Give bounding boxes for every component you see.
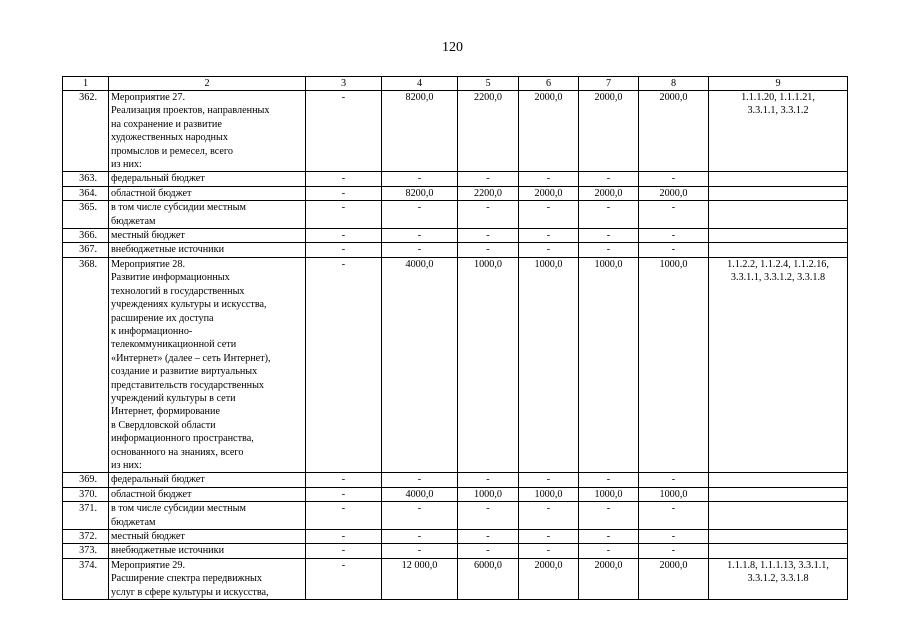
row-number-cell: 366. <box>63 229 109 243</box>
col3-cell: - <box>306 257 382 473</box>
row-number-cell: 364. <box>63 186 109 200</box>
total-cell: - <box>382 229 458 243</box>
description-cell: внебюджетные источники <box>109 243 306 257</box>
header-cell: 3 <box>306 77 382 91</box>
year-cell: 1000,0 <box>519 257 579 473</box>
year-cell: - <box>639 544 709 558</box>
total-cell: 4000,0 <box>382 487 458 501</box>
table-row <box>63 91 848 172</box>
year-cell: 1000,0 <box>458 257 519 473</box>
year-cell: - <box>579 243 639 257</box>
col3-cell: - <box>306 544 382 558</box>
year-cell: - <box>639 502 709 530</box>
year-cell: 1000,0 <box>639 257 709 473</box>
year-cell: 1000,0 <box>639 487 709 501</box>
target-codes-cell <box>709 502 848 530</box>
row-number-cell: 367. <box>63 243 109 257</box>
year-cell: - <box>579 473 639 487</box>
year-cell: - <box>579 502 639 530</box>
year-cell: - <box>519 172 579 186</box>
year-cell: - <box>639 530 709 544</box>
col3-cell: - <box>306 229 382 243</box>
table-row <box>63 243 848 257</box>
row-number-cell: 365. <box>63 201 109 229</box>
table-row <box>63 530 848 544</box>
year-cell: 6000,0 <box>458 558 519 599</box>
year-cell: 1000,0 <box>579 487 639 501</box>
target-codes-cell: 1.1.1.8, 1.1.1.13, 3.3.1.1, 3.3.1.2, 3.3.1.8 <box>709 558 848 599</box>
year-cell: - <box>579 229 639 243</box>
table-row <box>63 172 848 186</box>
header-cell: 6 <box>519 77 579 91</box>
target-codes-cell: 1.1.1.20, 1.1.1.21, 3.3.1.1, 3.3.1.2 <box>709 91 848 172</box>
total-cell: - <box>382 172 458 186</box>
col3-cell: - <box>306 91 382 172</box>
description-cell: областной бюджет <box>109 186 306 200</box>
row-number-cell: 369. <box>63 473 109 487</box>
target-codes-cell <box>709 229 848 243</box>
year-cell: - <box>519 544 579 558</box>
year-cell: 2000,0 <box>579 186 639 200</box>
year-cell: - <box>519 530 579 544</box>
col3-cell: - <box>306 186 382 200</box>
year-cell: - <box>458 243 519 257</box>
year-cell: 1000,0 <box>579 257 639 473</box>
row-number-cell: 374. <box>63 558 109 599</box>
table-row <box>63 544 848 558</box>
total-cell: - <box>382 530 458 544</box>
year-cell: - <box>579 530 639 544</box>
total-cell: - <box>382 243 458 257</box>
year-cell: - <box>639 243 709 257</box>
total-cell: - <box>382 502 458 530</box>
year-cell: 2000,0 <box>639 186 709 200</box>
year-cell: - <box>639 229 709 243</box>
total-cell: - <box>382 473 458 487</box>
description-cell: федеральный бюджет <box>109 172 306 186</box>
year-cell: 2000,0 <box>639 91 709 172</box>
description-cell: Мероприятие 29. Расширение спектра передвижных услуг в сфере культуры и искусства, <box>109 558 306 599</box>
year-cell: - <box>458 544 519 558</box>
description-cell: в том числе субсидии местным бюджетам <box>109 201 306 229</box>
year-cell: 2000,0 <box>519 186 579 200</box>
row-number-cell: 362. <box>63 91 109 172</box>
col3-cell: - <box>306 201 382 229</box>
year-cell: - <box>579 544 639 558</box>
table-row <box>63 257 848 473</box>
col3-cell: - <box>306 243 382 257</box>
year-cell: 2000,0 <box>519 91 579 172</box>
target-codes-cell <box>709 473 848 487</box>
description-cell: внебюджетные источники <box>109 544 306 558</box>
header-cell: 8 <box>639 77 709 91</box>
table-row <box>63 487 848 501</box>
row-number-cell: 372. <box>63 530 109 544</box>
year-cell: 2000,0 <box>579 558 639 599</box>
year-cell: - <box>519 473 579 487</box>
year-cell: 2200,0 <box>458 186 519 200</box>
row-number-cell: 371. <box>63 502 109 530</box>
year-cell: - <box>639 172 709 186</box>
header-row <box>63 77 848 91</box>
total-cell: 4000,0 <box>382 257 458 473</box>
table-row <box>63 558 848 599</box>
header-cell: 9 <box>709 77 848 91</box>
row-number-cell: 373. <box>63 544 109 558</box>
year-cell: - <box>579 172 639 186</box>
description-cell: в том числе субсидии местным бюджетам <box>109 502 306 530</box>
table-row <box>63 473 848 487</box>
year-cell: 2000,0 <box>579 91 639 172</box>
target-codes-cell <box>709 243 848 257</box>
year-cell: - <box>519 502 579 530</box>
col3-cell: - <box>306 473 382 487</box>
table-row <box>63 186 848 200</box>
header-cell: 4 <box>382 77 458 91</box>
year-cell: - <box>458 530 519 544</box>
row-number-cell: 368. <box>63 257 109 473</box>
year-cell: - <box>458 473 519 487</box>
year-cell: - <box>519 201 579 229</box>
table-row <box>63 229 848 243</box>
table-row <box>63 201 848 229</box>
col3-cell: - <box>306 172 382 186</box>
col3-cell: - <box>306 502 382 530</box>
year-cell: - <box>458 201 519 229</box>
description-cell: Мероприятие 28. Развитие информационных технологий в государственных учреждениях культуры и искусства, расширение их доступа к информационно- телекоммуникационной сети «Интернет» (далее – сеть Интернет), создание и развитие виртуальных представительств государственных учреждений культуры в сети Интернет, формирование в Свердловской области информационного пространства, основанного на знаниях, всего из них: <box>109 257 306 473</box>
year-cell: - <box>458 502 519 530</box>
year-cell: - <box>519 243 579 257</box>
target-codes-cell <box>709 186 848 200</box>
year-cell: 1000,0 <box>519 487 579 501</box>
year-cell: - <box>579 201 639 229</box>
year-cell: 2200,0 <box>458 91 519 172</box>
header-cell: 1 <box>63 77 109 91</box>
total-cell: 12 000,0 <box>382 558 458 599</box>
description-cell: Мероприятие 27. Реализация проектов, направленных на сохранение и развитие художественных народных промыслов и ремесел, всего из них: <box>109 91 306 172</box>
description-cell: федеральный бюджет <box>109 473 306 487</box>
year-cell: 2000,0 <box>519 558 579 599</box>
col3-cell: - <box>306 530 382 544</box>
target-codes-cell <box>709 201 848 229</box>
description-cell: областной бюджет <box>109 487 306 501</box>
target-codes-cell <box>709 487 848 501</box>
year-cell: - <box>458 229 519 243</box>
year-cell: - <box>639 201 709 229</box>
year-cell: 2000,0 <box>639 558 709 599</box>
budget-table <box>62 76 848 600</box>
table-row <box>63 502 848 530</box>
header-cell: 5 <box>458 77 519 91</box>
total-cell: - <box>382 544 458 558</box>
description-cell: местный бюджет <box>109 229 306 243</box>
header-cell: 2 <box>109 77 306 91</box>
row-number-cell: 370. <box>63 487 109 501</box>
total-cell: 8200,0 <box>382 186 458 200</box>
total-cell: 8200,0 <box>382 91 458 172</box>
description-cell: местный бюджет <box>109 530 306 544</box>
col3-cell: - <box>306 487 382 501</box>
col3-cell: - <box>306 558 382 599</box>
header-cell: 7 <box>579 77 639 91</box>
page-number: 120 <box>442 40 463 55</box>
target-codes-cell: 1.1.2.2, 1.1.2.4, 1.1.2.16, 3.3.1.1, 3.3.1.2, 3.3.1.8 <box>709 257 848 473</box>
row-number-cell: 363. <box>63 172 109 186</box>
year-cell: - <box>639 473 709 487</box>
year-cell: - <box>519 229 579 243</box>
target-codes-cell <box>709 530 848 544</box>
year-cell: - <box>458 172 519 186</box>
year-cell: 1000,0 <box>458 487 519 501</box>
total-cell: - <box>382 201 458 229</box>
target-codes-cell <box>709 172 848 186</box>
target-codes-cell <box>709 544 848 558</box>
